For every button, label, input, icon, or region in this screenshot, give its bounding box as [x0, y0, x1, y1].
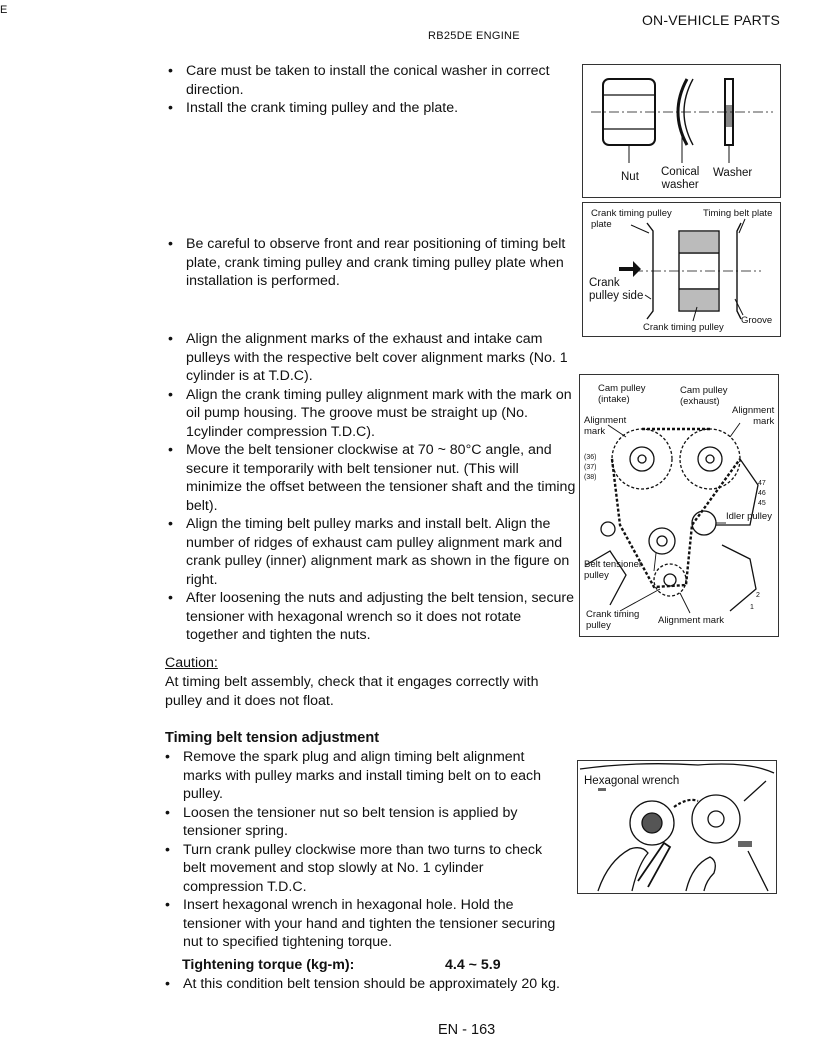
label-crank-timing-pulley: Crank timing pulley — [643, 322, 724, 333]
label-ridge-2: 2 — [756, 592, 760, 599]
figure-hexagonal-wrench — [577, 760, 777, 894]
caution-text: At timing belt assembly, check that it engages correctly with pulley and it does not float. — [165, 674, 539, 709]
label-ridge-36: (36) — [584, 454, 597, 461]
label-ridge-38: (38) — [584, 474, 597, 481]
edge-mark: E — [0, 4, 8, 16]
label-ridge-37: (37) — [584, 464, 597, 471]
figure-timing-belt-layout — [579, 374, 779, 637]
list-item: • Be careful to observe front and rear positioning of timing belt plate, crank timing pulley and crank timing pulley plate when installation is performed. — [168, 235, 580, 291]
figure-crank-pulley-plates — [582, 202, 781, 337]
torque-label: Tightening torque (kg-m): — [182, 957, 355, 973]
label-ridge-45: 45 — [758, 500, 766, 507]
label-belt-tensioner: Belt tensioner pulley — [584, 559, 643, 581]
label-crank-timing-pulley: Crank timing pulley — [586, 609, 640, 631]
label-groove: Groove — [741, 315, 773, 326]
label-cam-exhaust: Cam pulley (exhaust) — [680, 385, 728, 407]
label-ridge-46: 46 — [758, 490, 766, 497]
alignment-bullets — [168, 330, 576, 645]
list-item: • Care must be taken to install the conical washer in correct direction. — [168, 62, 580, 99]
label-ridge-1: 1 — [750, 604, 754, 611]
list-item: • Align the crank timing pulley alignment mark with the mark on oil pump housing. The groove must be straight up (No. 1cylinder compression T.D.C). — [168, 386, 576, 442]
list-item: • Remove the spark plug and align timing belt alignment marks with pulley marks and install timing belt on to each pulley. — [165, 748, 563, 804]
page-number: EN - 163 — [438, 1022, 496, 1038]
conical-washer-bullets — [168, 62, 580, 118]
label-timing-belt-plate: Timing belt plate — [703, 208, 773, 219]
label-alignment-mark-left: Alignment mark — [584, 415, 627, 437]
figure-nut-washer — [582, 64, 781, 198]
list-item: • Align the timing belt pulley marks and install belt. Align the number of ridges of exhaust cam pulley alignment mark and crank pulley (inner) alignment mark as shown in the figure on right. — [168, 515, 576, 589]
label-ridge-47: 47 — [758, 480, 766, 487]
torque-value: 4.4 ~ 5.9 — [445, 957, 501, 973]
list-item: • Insert hexagonal wrench in hexagonal hole. Hold the tensioner with your hand and tighten the tensioner securing nut to specified tightening torque. — [165, 896, 563, 952]
subheading-tension: Timing belt tension adjustment — [165, 730, 380, 746]
list-item: • Turn crank pulley clockwise more than two turns to check belt movement and stop slowly at No. 1 cylinder compression T.D.C. — [165, 841, 563, 897]
label-alignment-mark: Alignment mark — [658, 615, 724, 626]
label-conical-washer: Conical washer — [661, 166, 700, 191]
label-cam-intake: Cam pulley (intake) — [598, 383, 646, 405]
list-item: • At this condition belt tension should be approximately 20 kg. — [165, 975, 563, 994]
label-alignment-mark-right: Alignment mark — [732, 405, 775, 427]
tension-final-bullet — [165, 975, 563, 994]
label-idler-pulley: Idler pulley — [726, 511, 772, 522]
label-nut: Nut — [621, 171, 639, 183]
section-title: ON-VEHICLE PARTS — [641, 12, 780, 28]
label-crank-pulley-side: Crank pulley side — [589, 277, 644, 302]
list-item: • After loosening the nuts and adjusting the belt tension, secure tensioner with hexagonal wrench so it does not rotate together and tighten the nuts. — [168, 589, 576, 645]
torque-spec — [182, 957, 501, 973]
list-item: • Install the crank timing pulley and the plate. — [168, 99, 580, 118]
list-item: • Loosen the tensioner nut so belt tension is applied by tensioner spring. — [165, 804, 563, 841]
engine-label: RB25DE ENGINE — [428, 30, 520, 42]
list-item: • Move the belt tensioner clockwise at 70 ~ 80°C angle, and secure it temporarily with belt tensioner nut. (This will minimize the offset between the tensioner shaft and the timing belt). — [168, 441, 576, 515]
label-crank-pulley-plate: Crank timing pulley plate — [591, 208, 672, 230]
tension-bullets — [165, 748, 563, 952]
positioning-bullets — [168, 235, 580, 291]
caution-label: Caution: — [165, 655, 218, 671]
label-washer: Washer — [713, 167, 753, 179]
list-item: • Align the alignment marks of the exhaust and intake cam pulleys with the respective belt cover alignment marks (No. 1 cylinder is at T.D.C). — [168, 330, 576, 386]
label-hexagonal-wrench: Hexagonal wrench — [584, 775, 680, 787]
